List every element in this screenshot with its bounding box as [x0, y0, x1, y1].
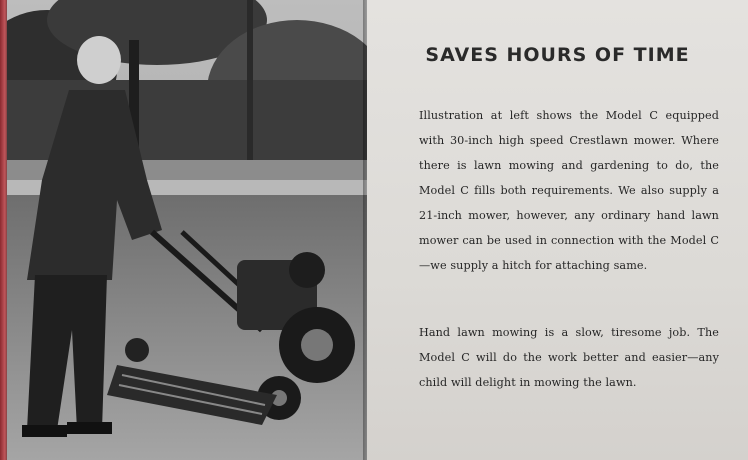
mower-photo [7, 0, 367, 460]
paragraph-1: Illustration at left shows the Model C equipped with 30-inch high speed Crestlawn mower. Where there is lawn mowing and gardening to do, the Model C fills both requirements. We also supply a 21-inch mower, however, any ordinary hand lawn mower can be used in connection with the Model C—we supply a hitch for attaching same. [419, 109, 719, 272]
photo-illustration [7, 0, 367, 460]
page-heading: SAVES HOURS OF TIME [425, 44, 690, 66]
paragraph-2: Hand lawn mowing is a slow, tiresome job. The Model C will do the work better and easier—any child will delight in mowing the lawn. [419, 326, 719, 389]
text-page [367, 0, 748, 460]
